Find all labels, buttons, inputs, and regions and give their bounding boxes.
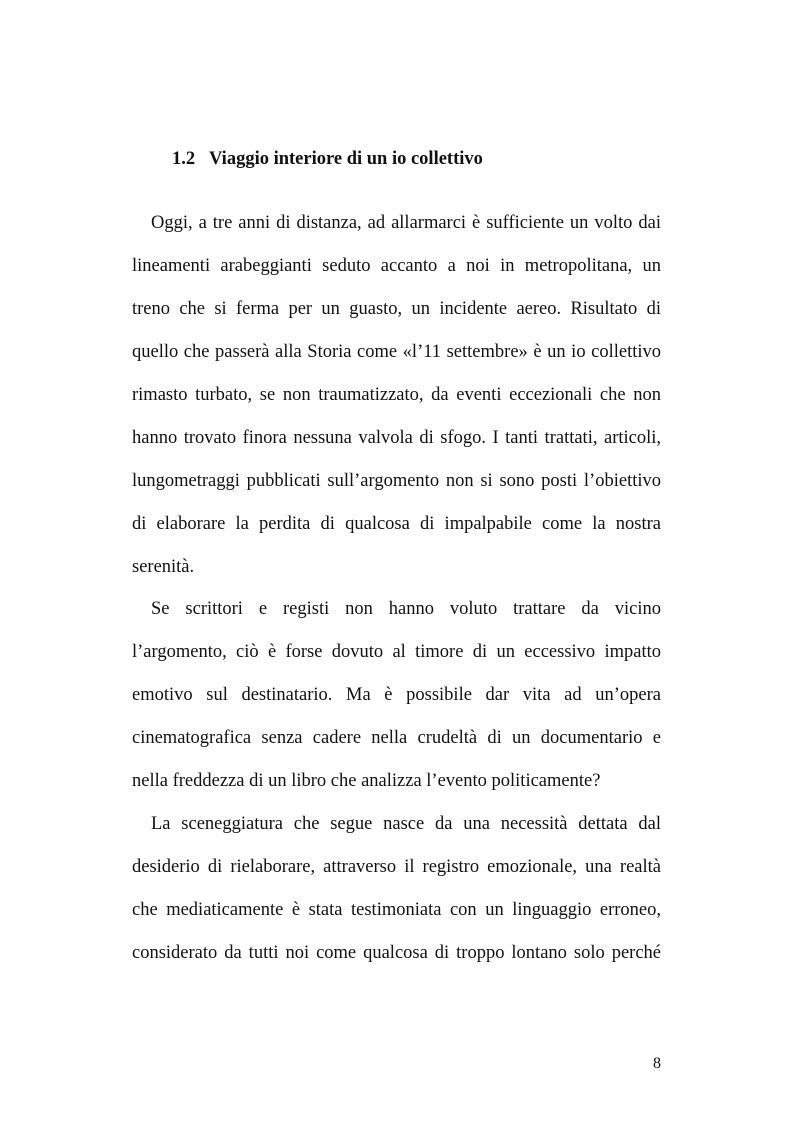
paragraph-2-line-4: cinematografica senza cadere nella crudeltà di un documentario e: [132, 728, 661, 748]
paragraph-2-line-1: Se scrittori e registi non hanno voluto trattare da vicino: [151, 599, 661, 619]
paragraph-1-line-6: hanno trovato finora nessuna valvola di sfogo. I tanti trattati, articoli,: [132, 428, 661, 448]
paragraph-3-line-3: che mediaticamente è stata testimoniata con un linguaggio erroneo,: [132, 900, 661, 920]
paragraph-2-line-2: l’argomento, ciò è forse dovuto al timore di un eccessivo impatto: [132, 642, 661, 662]
paragraph-1-line-7: lungometraggi pubblicati sull’argomento non si sono posti l’obiettivo: [132, 471, 661, 491]
paragraph-1-line-8: di elaborare la perdita di qualcosa di impalpabile come la nostra: [132, 514, 661, 534]
page-number: 8: [653, 1055, 661, 1072]
paragraph-3-line-1: La sceneggiatura che segue nasce da una necessità dettata dal: [151, 814, 661, 834]
paragraph-1-line-3: treno che si ferma per un guasto, un incidente aereo. Risultato di: [132, 299, 661, 319]
paragraph-1-line-1: Oggi, a tre anni di distanza, ad allarmarci è sufficiente un volto dai: [151, 213, 661, 233]
paragraph-1-line-9: serenità.: [132, 557, 195, 577]
paragraph-2-line-5: nella freddezza di un libro che analizza l’evento politicamente?: [132, 771, 601, 791]
section-number: 1.2: [172, 149, 196, 169]
paragraph-1-line-4: quello che passerà alla Storia come «l’11 settembre» è un io collettivo: [132, 342, 661, 362]
paragraph-1-line-2: lineamenti arabeggianti seduto accanto a noi in metropolitana, un: [132, 256, 661, 276]
section-heading: [172, 149, 483, 170]
paragraph-2-line-3: emotivo sul destinatario. Ma è possibile dar vita ad un’opera: [132, 685, 661, 705]
paragraph-1-line-5: rimasto turbato, se non traumatizzato, da eventi eccezionali che non: [132, 385, 661, 405]
paragraph-3-line-2: desiderio di rielaborare, attraverso il registro emozionale, una realtà: [132, 857, 661, 877]
section-title: Viaggio interiore di un io collettivo: [209, 149, 483, 169]
paragraph-3-line-4: considerato da tutti noi come qualcosa di troppo lontano solo perché: [132, 943, 661, 963]
